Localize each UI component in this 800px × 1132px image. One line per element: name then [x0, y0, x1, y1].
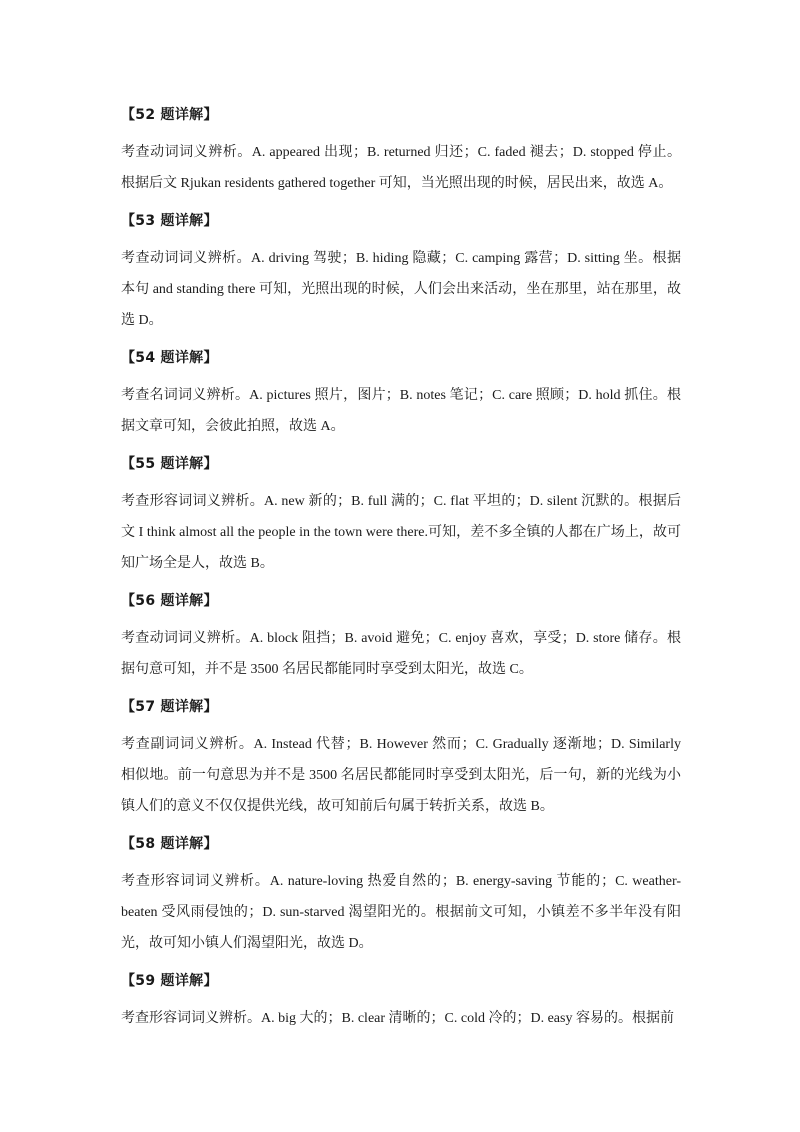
section-body: 考查形容词词义辨析。A. new 新的；B. full 满的；C. flat 平坦的；D. silent 沉默的。根据后文 I think almost all the people in the town were there.可知，差不多全镇的人都在广场上，故可知广场全是人，故选 B。	[121, 494, 681, 571]
explanation-53	[121, 211, 681, 348]
section-heading: 【56 题详解】	[121, 593, 218, 609]
section-heading: 【54 题详解】	[121, 350, 218, 366]
explanation-55	[121, 454, 681, 591]
explanation-52	[121, 105, 681, 211]
explanation-56	[121, 591, 681, 697]
section-heading: 【55 题详解】	[121, 456, 218, 472]
answer-explanations	[121, 105, 681, 1034]
section-body: 考查副词词义辨析。A. Instead 代替；B. However 然而；C. Gradually 逐渐地；D. Similarly 相似地。前一句意思为并不是 3500 名居民都能同时享受到太阳光，后一句，新的光线为小镇人们的意义不仅仅提供光线，故可知前后句属于转折关系，故选 B。	[121, 737, 681, 814]
section-heading: 【53 题详解】	[121, 213, 218, 229]
explanation-57	[121, 697, 681, 834]
section-body: 考查动词词义辨析。A. appeared 出现；B. returned 归还；C. faded 褪去；D. stopped 停止。根据后文 Rjukan residents gathered together 可知，当光照出现的时候，居民出来，故选 A。	[121, 145, 681, 191]
explanation-54	[121, 348, 681, 454]
section-heading: 【52 题详解】	[121, 107, 218, 123]
section-heading: 【57 题详解】	[121, 699, 218, 715]
section-body: 考查形容词词义辨析。A. nature-loving 热爱自然的；B. energy-saving 节能的；C. weather-beaten 受风雨侵蚀的；D. sun-starved 渴望阳光的。根据前文可知，小镇差不多半年没有阳光，故可知小镇人们渴望阳光，故选 D。	[121, 874, 681, 951]
section-body: 考查动词词义辨析。A. block 阻挡；B. avoid 避免；C. enjoy 喜欢，享受；D. store 储存。根据句意可知，并不是 3500 名居民都能同时享受到太阳光，故选 C。	[121, 631, 681, 677]
explanation-58	[121, 834, 681, 971]
section-body: 考查形容词词义辨析。A. big 大的；B. clear 清晰的；C. cold 冷的；D. easy 容易的。根据前	[121, 1011, 674, 1026]
section-body: 考查名词词义辨析。A. pictures 照片，图片；B. notes 笔记；C. care 照顾；D. hold 抓住。根据文章可知，会彼此拍照，故选 A。	[121, 388, 681, 434]
section-heading: 【58 题详解】	[121, 836, 218, 852]
explanation-59	[121, 971, 681, 1034]
section-body: 考查动词词义辨析。A. driving 驾驶；B. hiding 隐藏；C. camping 露营；D. sitting 坐。根据本句 and standing there 可知，光照出现的时候，人们会出来活动，坐在那里，站在那里，故选 D。	[121, 251, 681, 328]
section-heading: 【59 题详解】	[121, 973, 218, 989]
